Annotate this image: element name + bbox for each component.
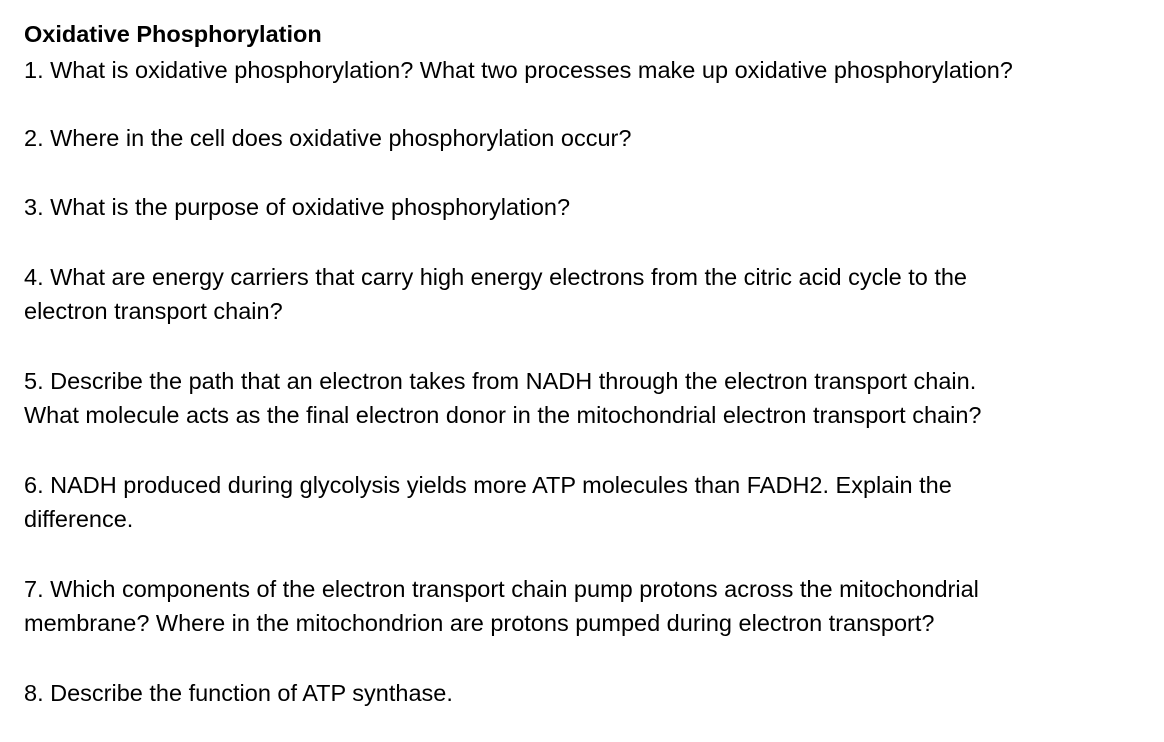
question-7: 7. Which components of the electron transport chain pump protons across the mitochondrial membrane? Where in the mitochondrion are protons pumped during electron transport? [24, 575, 979, 636]
question-8: 8. Describe the function of ATP synthase. [24, 679, 453, 706]
question-list [24, 53, 1164, 710]
question-6: 6. NADH produced during glycolysis yields more ATP molecules than FADH2. Explain the difference. [24, 471, 952, 532]
question-1: 1. What is oxidative phosphorylation? What two processes make up oxidative phosphorylation? [24, 57, 1013, 83]
question-2: 2. Where in the cell does oxidative phosphorylation occur? [24, 124, 632, 151]
document-title: Oxidative Phosphorylation [24, 21, 322, 47]
question-3: 3. What is the purpose of oxidative phosphorylation? [24, 194, 571, 220]
question-5: 5. Describe the path that an electron takes from NADH through the electron transport chain. What molecule acts as the final electron donor in the mitochondrial electron transport chain? [24, 367, 982, 428]
question-4: 4. What are energy carriers that carry high energy electrons from the citric acid cycle to the electron transport chain? [24, 263, 968, 324]
